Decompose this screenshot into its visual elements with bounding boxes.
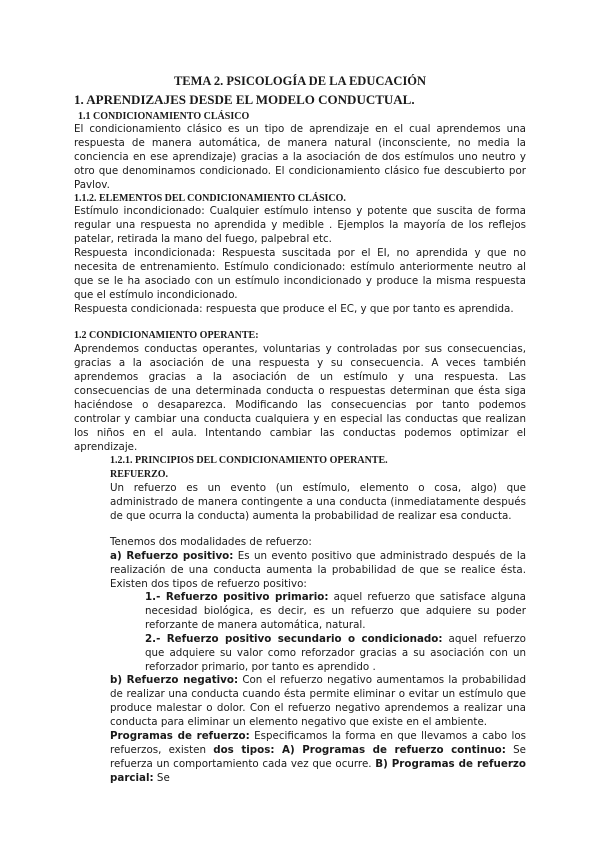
- heading-1-2: 1.2 CONDICIONAMIENTO OPERANTE:: [74, 330, 259, 341]
- paragraph-text: [110, 673, 526, 729]
- paragraph-positivo-primario: [145, 590, 526, 632]
- paragraph-text: Tenemos dos modalidades de refuerzo:: [110, 536, 312, 548]
- text-span: Especificamos la forma en que llevamos a cabo los refuerzos, existen: [110, 730, 526, 756]
- paragraph-text: [110, 729, 526, 785]
- text-span: aquel refuerzo que satisface alguna necesidad biológica, es decir, es un refuerzo que adquiere su poder reforzante de manera automática, natural.: [145, 591, 526, 631]
- text-span: Con el refuerzo negativo aumentamos la probabilidad de realizar una conducta cuando ésta permite eliminar o evitar un estímulo que produce malestar o dolor. Con el refuerzo negativo aprendemos a realizar una conducta para eliminar un elemento negativo que existe en el ambiente.: [110, 674, 526, 728]
- paragraph-positivo-secundario: [145, 632, 526, 674]
- paragraph-text: Respuesta condicionada: respuesta que produce el EC, y que por tanto es aprendida.: [74, 303, 514, 315]
- paragraph-text: [145, 632, 526, 674]
- paragraph-text: El condicionamiento clásico es un tipo de aprendizaje en el cual aprendemos una respuesta de manera automática, de manera natural (inconsciente, no media la conciencia en ese aprendizaje) gracias a la asociación de dos estímulos uno neutro y otro que denominamos condicionado. El condicionamiento clásico fue descubierto por Pavlov.: [74, 123, 526, 191]
- paragraph-text: Respuesta incondicionada: Respuesta suscitada por el EI, no aprendida y que no necesita de entrenamiento. Estímulo condicionado: estímulo anteriormente neutro al que se le ha asociado con un estímulo incondicionado y produce la misma respuesta que el estímulo incondicionado.: [74, 247, 526, 301]
- paragraph-programas: [110, 729, 526, 785]
- document-title: TEMA 2. PSICOLOGÍA DE LA EDUCACIÓN: [173, 74, 427, 88]
- paragraph-operante: [74, 342, 526, 454]
- text-span: Se: [153, 772, 170, 784]
- label-bold: dos tipos: A) Programas de refuerzo continuo:: [213, 744, 506, 756]
- label-bold: 1.- Refuerzo positivo primario:: [145, 591, 329, 603]
- paragraph-refuerzo-negativo: [110, 673, 526, 729]
- text-span: aquel refuerzo que adquiere su valor como reforzador gracias a su asociación con un reforzador primario, por tanto es aprendido .: [145, 633, 526, 673]
- text-span: Es un evento positivo que administrado después de la realización de una conducta aumenta la probabilidad de que se realice ésta. Existen dos tipos de refuerzo positivo:: [110, 550, 527, 590]
- paragraph-modalidades: [110, 535, 526, 591]
- paragraph-text: [145, 590, 526, 632]
- paragraph-text: Un refuerzo es un evento (un estímulo, elemento o cosa, algo) que administrado de manera contingente a una conducta (inmediatamente después de que ocurra la conducta) aumenta la probabilidad de realizar esa conducta.: [110, 482, 526, 522]
- heading-1-1-2: 1.1.2. ELEMENTOS DEL CONDICIONAMIENTO CLÁSICO.: [74, 193, 346, 204]
- paragraph-text: Aprendemos conductas operantes, voluntarias y controladas por sus consecuencias, gracias a la asociación de una respuesta y su consecuencia. A veces también aprendemos gracias a la asociación de un estímulo y una respuesta. Las consecuencias de una determinada conducta o respuestas determinan que ésta siga haciéndose o desaparezca. Modificando las consecuencias por tanto podemos controlar y cambiar una conducta cualquiera y en especial las conductas que realizan los niños en el aula. Intentando cambiar las conductas podemos optimizar el aprendizaje.: [74, 343, 526, 453]
- heading-1-1: 1.1 CONDICIONAMIENTO CLÁSICO: [78, 111, 250, 122]
- paragraph-elementos: [74, 204, 526, 316]
- label-bold: 2.- Refuerzo positivo secundario o condicionado:: [145, 633, 443, 645]
- text-span: Se refuerza un comportamiento cada vez que ocurre.: [110, 744, 526, 770]
- section-heading-1: 1. APRENDIZAJES DESDE EL MODELO CONDUCTUAL.: [74, 92, 415, 107]
- paragraph-refuerzo: [110, 481, 526, 523]
- paragraph-clasico: [74, 122, 526, 192]
- label-bold: Programas de refuerzo:: [110, 730, 250, 742]
- heading-1-2-1: 1.2.1. PRINCIPIOS DEL CONDICIONAMIENTO OPERANTE.: [110, 455, 388, 466]
- heading-refuerzo: REFUERZO.: [110, 469, 169, 480]
- label-bold: b) Refuerzo negativo:: [110, 674, 239, 686]
- label-bold: a) Refuerzo positivo:: [110, 550, 234, 562]
- label-bold: B) Programas de refuerzo parcial:: [110, 758, 526, 784]
- paragraph-refuerzo-positivo: [110, 549, 526, 591]
- paragraph-text: Estímulo incondicionado: Cualquier estímulo intenso y potente que suscita de forma regular una respuesta no aprendida y medible . Ejemplos la mayoría de los reflejos patelar, retirada la mano del fuego, palpebral etc.: [74, 205, 526, 245]
